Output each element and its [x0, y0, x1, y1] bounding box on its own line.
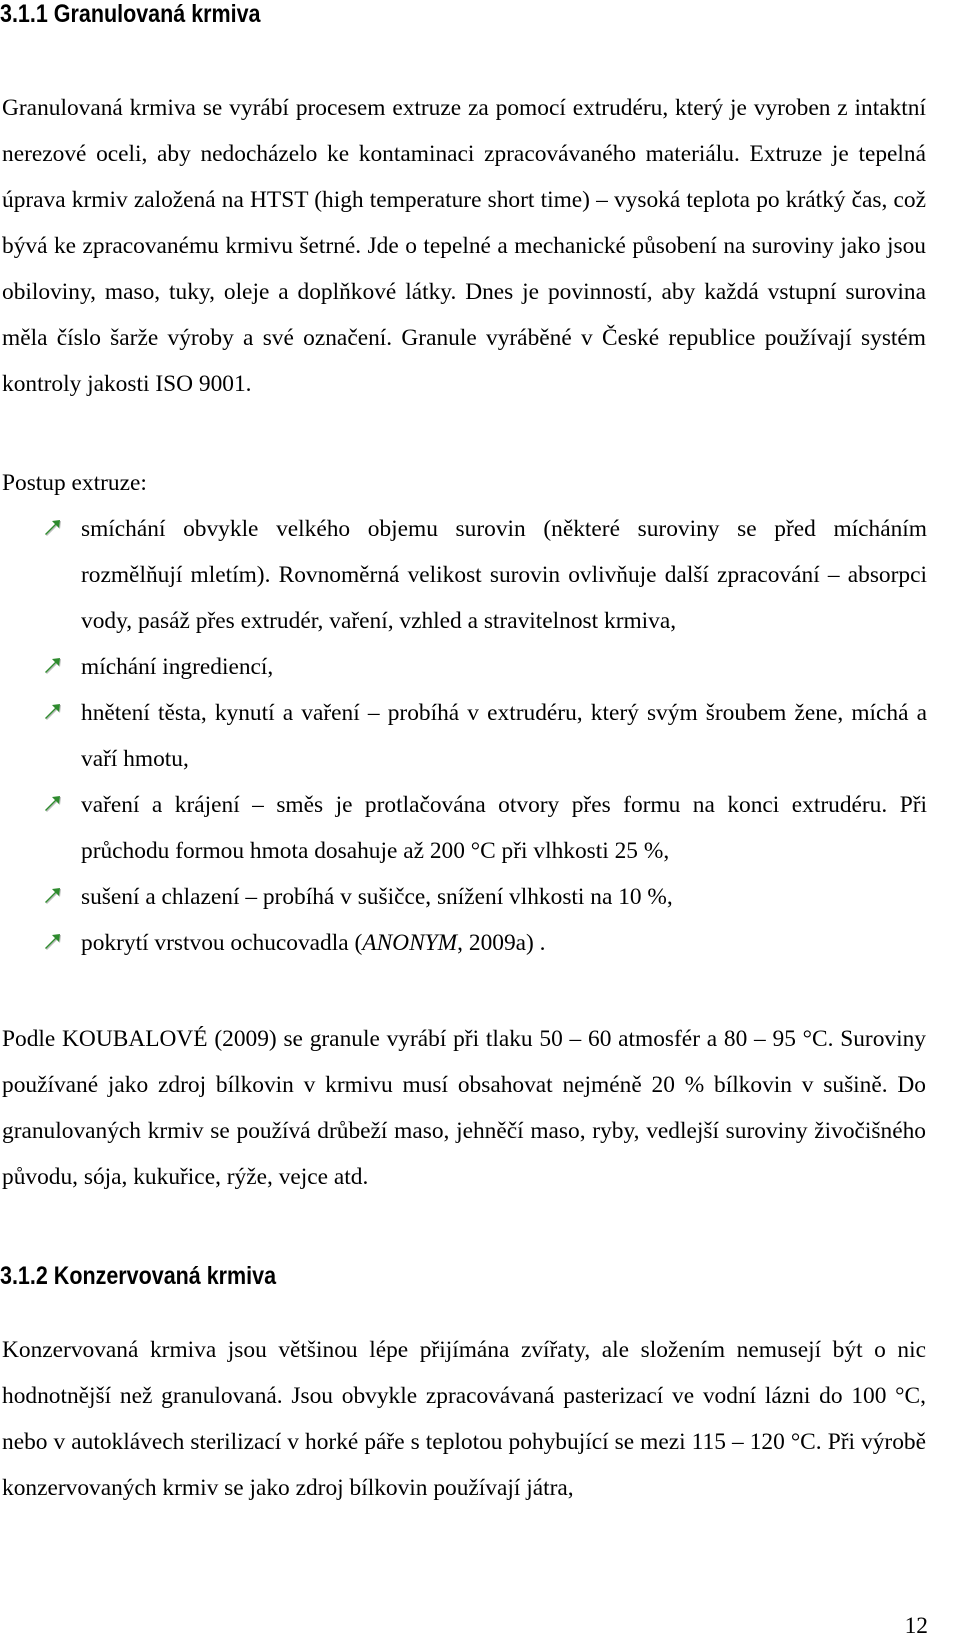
list-item [0, 782, 927, 874]
green-arrow-bullet-icon [44, 704, 62, 720]
list-item [0, 920, 927, 966]
green-arrow-bullet-icon [44, 888, 62, 904]
step-text: hnětení těsta, kynutí a vaření – probíhá v extrudéru, který svým šroubem žene, míchá a vaří hmotu, [81, 700, 927, 772]
list-item [0, 506, 927, 644]
green-arrow-bullet-icon [44, 796, 62, 812]
step-text: smíchání obvykle velkého objemu surovin (některé suroviny se před mícháním rozmělňují mletím). Rovnoměrná velikost surovin ovlivňuje další zpracování – absorpci vody, pasáž přes extrudér, vaření, vzhled a stravitelnost krmiva, [81, 516, 927, 634]
green-arrow-bullet-icon [44, 934, 62, 950]
step-text: míchání ingrediencí, [81, 654, 274, 680]
list-item [0, 874, 927, 920]
citation-author: ANONYM [362, 930, 458, 956]
green-arrow-bullet-icon [44, 658, 62, 674]
paragraph-konzervovana: Konzervovaná krmiva jsou většinou lépe přijímána zvířaty, ale složením nemusejí být o nic hodnotnější než granulovaná. Jsou obvykle zpracovávaná pasterizací ve vodní lázni do 100 °C, nebo v autoklávech sterilizací v horké páře s teplotou pohybující se mezi 115 – 120 °C. Při výrobě konzervovaných krmiv se jako zdroj bílkovin používají játra, [2, 1337, 926, 1501]
section-heading-granulovana-krmiva: 3.1.1 Granulovaná krmiva [0, 0, 261, 28]
extrusion-steps-list [0, 506, 960, 966]
green-arrow-bullet-icon [44, 520, 62, 536]
step-text-after: , 2009a) . [457, 930, 546, 956]
postup-label: Postup extruze: [2, 470, 147, 496]
paragraph-koubalova: Podle KOUBALOVÉ (2009) se granule vyrábí při tlaku 50 – 60 atmosfér a 80 – 95 °C. Suroviny používané jako zdroj bílkovin v krmivu musí obsahovat nejméně 20 % bílkovin v sušině. Do granulovaných krmiv se používá drůbeží maso, jehněčí maso, ryby, vedlejší suroviny živočišného původu, sója, kukuřice, rýže, vejce atd. [2, 1026, 926, 1190]
step-text: vaření a krájení – směs je protlačována otvory přes formu na konci extrudéru. Při průchodu formou hmota dosahuje až 200 °C při vlhkosti 25 %, [81, 792, 927, 864]
list-item [0, 644, 927, 690]
paragraph-extrusion-intro: Granulovaná krmiva se vyrábí procesem extruze za pomocí extrudéru, který je vyroben z intaktní nerezové oceli, aby nedocházelo ke kontaminaci zpracovávaného materiálu. Extruze je tepelná úprava krmiv založená na HTST (high temperature short time) – vysoká teplota po krátký čas, což bývá ke zpracovanému krmivu šetrné. Jde o tepelné a mechanické působení na suroviny jako jsou obiloviny, maso, tuky, oleje a doplňkové látky. Dnes je povinností, aby každá vstupní surovina měla číslo šarže výroby a své označení. Granule vyráběné v České republice používají systém kontroly jakosti ISO 9001. [2, 95, 926, 397]
step-text: sušení a chlazení – probíhá v sušičce, snížení vlhkosti na 10 %, [81, 884, 673, 910]
page-number: 12 [904, 1613, 928, 1639]
section-heading-konzervovana-krmiva: 3.1.2 Konzervovaná krmiva [0, 1262, 277, 1290]
list-item [0, 690, 927, 782]
step-text-before: pokrytí vrstvou ochucovadla ( [81, 930, 363, 956]
